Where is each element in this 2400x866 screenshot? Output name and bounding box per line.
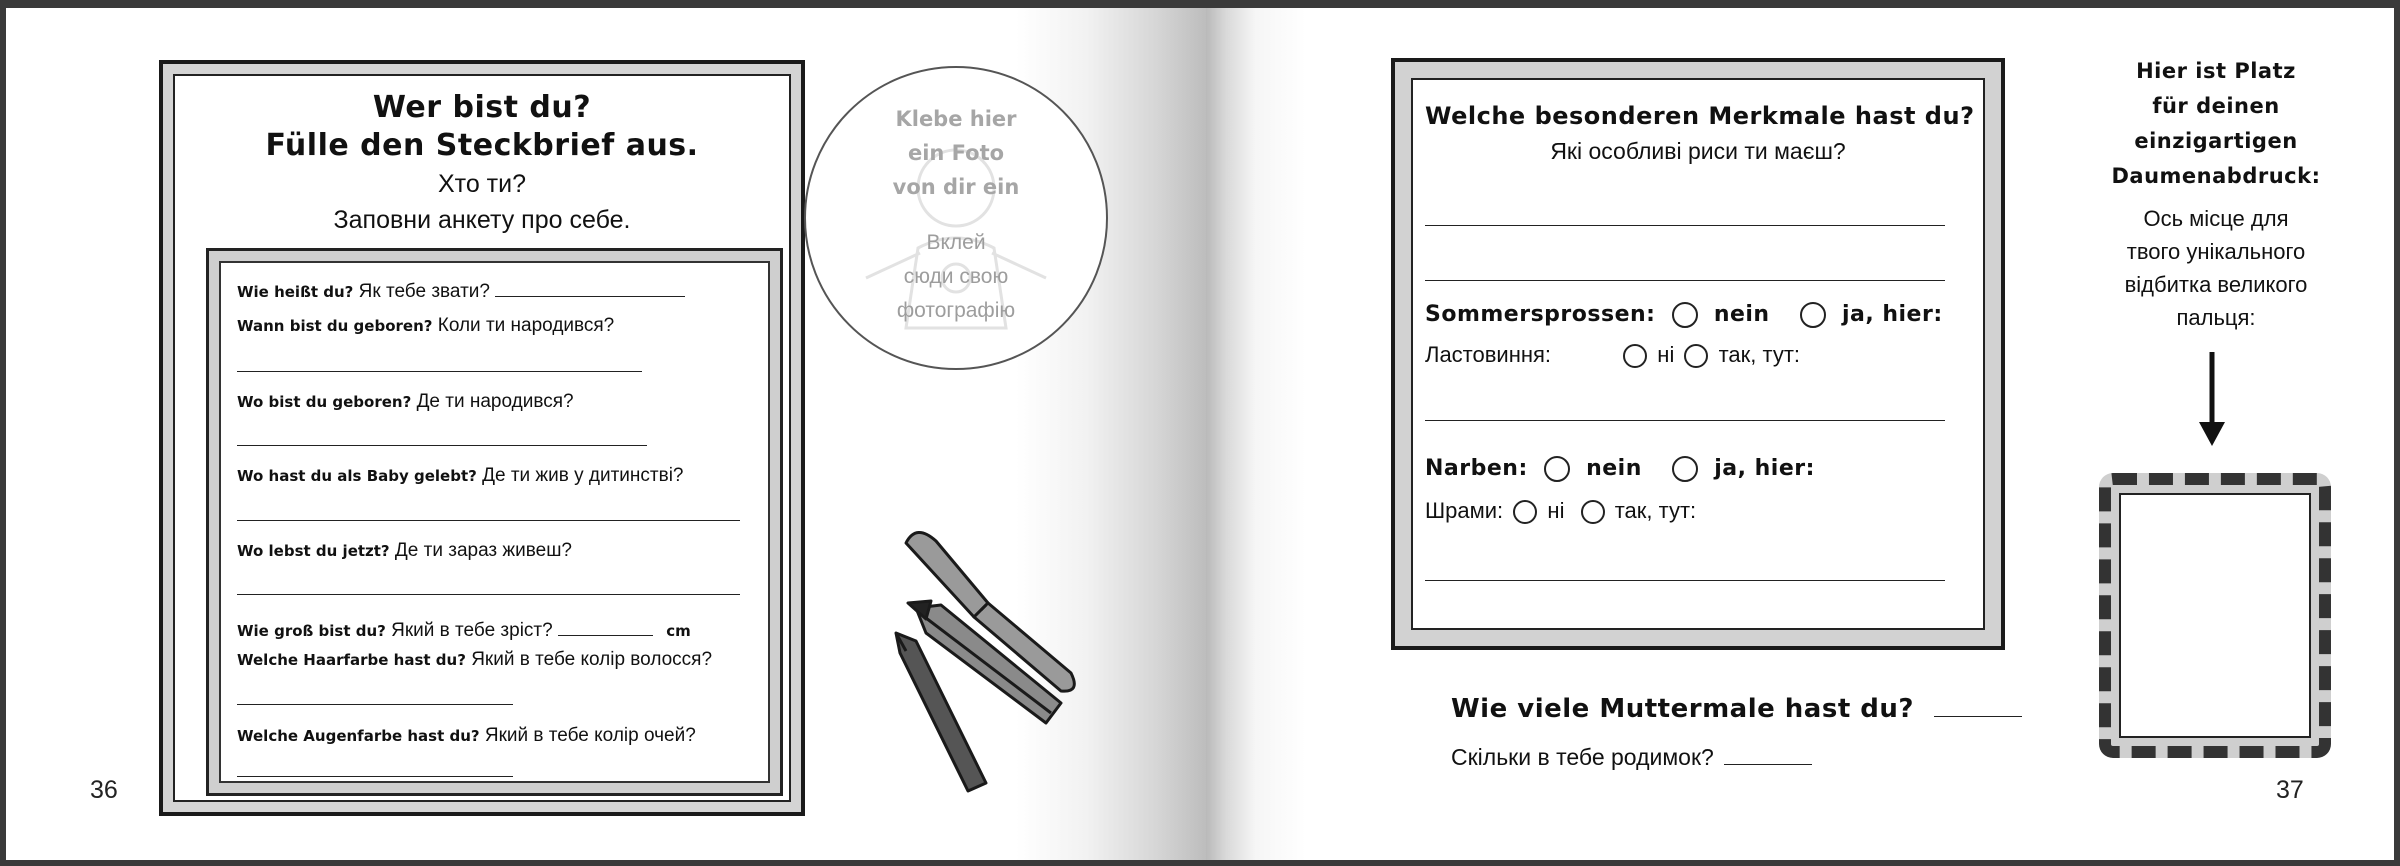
scars-yes-label-de: ja, hier: [1714, 456, 1815, 481]
pencils-icon [886, 523, 1106, 803]
scars-row-de [1425, 456, 1815, 482]
thumb-text-de-2: für deinen [2152, 94, 2280, 118]
question-baby [237, 465, 684, 487]
question-now-uk: Де ти зараз живеш? [394, 540, 572, 561]
page-number-left: 36 [90, 776, 118, 804]
features-card-inner [1411, 78, 1985, 630]
scars-no-label-uk: ні [1547, 498, 1565, 523]
question-height [237, 618, 691, 642]
photo-text-de-2: ein Foto [907, 141, 1005, 165]
scars-no-radio-de[interactable] [1544, 456, 1570, 482]
answer-place-field[interactable] [237, 445, 647, 446]
thumb-text-de-4: Daumenabdruck: [2111, 164, 2321, 188]
question-now-de: Wo lebst du jetzt? [237, 542, 390, 560]
photo-text-de-1: Klebe hier [895, 107, 1017, 131]
question-eye-uk: Який в тебе колір очей? [484, 725, 696, 746]
question-height-uk: Який в тебе зріст? [391, 620, 553, 641]
moles-question-uk: Скільки в тебе родимок? [1451, 744, 1714, 770]
question-place-de: Wo bist du geboren? [237, 393, 412, 411]
answer-height-field[interactable] [558, 618, 653, 636]
features-answer-line-2[interactable] [1425, 280, 1945, 281]
question-eye-de: Welche Augenfarbe hast du? [237, 727, 480, 745]
moles-answer-de-field[interactable] [1934, 699, 2022, 717]
photo-text [806, 68, 1106, 328]
moles-question-de-row [1451, 694, 2022, 724]
freckles-answer-line[interactable] [1425, 420, 1945, 421]
features-question-uk: Які особливі риси ти маєш? [1550, 138, 1846, 164]
profile-card-inner [173, 74, 791, 802]
title-uk-line1: Хто ти? [437, 170, 526, 198]
freckles-yes-label-uk: так, тут: [1718, 342, 1801, 367]
photo-text-uk-1: Вклей [926, 231, 986, 254]
arrow-down-icon [2195, 350, 2229, 450]
title-de-line2: Fülle den Steckbrief aus. [265, 128, 699, 163]
scars-yes-radio-de[interactable] [1672, 456, 1698, 482]
thumb-text-uk-1: Ось місце для [2143, 206, 2289, 231]
freckles-no-radio-uk[interactable] [1623, 344, 1647, 368]
moles-answer-uk-field[interactable] [1724, 747, 1812, 765]
freckles-no-label-uk: ні [1657, 342, 1675, 367]
question-now [237, 540, 572, 562]
question-name-de: Wie heißt du? [237, 283, 354, 301]
answer-now-field[interactable] [237, 594, 740, 595]
scars-row-uk [1425, 498, 1696, 524]
thumbprint-instructions [2066, 54, 2366, 334]
photo-placeholder[interactable] [804, 66, 1108, 370]
freckles-yes-radio-uk[interactable] [1684, 344, 1708, 368]
question-birth-uk: Коли ти народився? [437, 315, 615, 336]
features-card [1391, 58, 2005, 650]
question-name-uk: Як тебе звати? [358, 281, 490, 302]
thumb-text-de-3: einzigartigen [2134, 129, 2298, 153]
features-question-de: Welche besonderen Merkmale hast du? [1425, 102, 1975, 130]
freckles-yes-radio-de[interactable] [1800, 302, 1826, 328]
freckles-label-uk: Ластовиння: [1425, 342, 1552, 367]
question-baby-uk: Де ти жив у дитинстві? [482, 465, 684, 486]
moles-question-de: Wie viele Muttermale hast du? [1451, 694, 1915, 724]
photo-text-uk-3: фотографію [896, 299, 1016, 322]
freckles-row-de [1425, 302, 1943, 328]
question-eye [237, 725, 696, 747]
scars-no-radio-uk[interactable] [1513, 500, 1537, 524]
thumb-text-uk-3: відбитка великого [2124, 272, 2308, 297]
answer-name-field[interactable] [495, 279, 685, 297]
thumb-text-de-1: Hier ist Platz [2136, 59, 2296, 83]
question-name [237, 279, 685, 303]
height-unit: cm [666, 622, 691, 640]
question-hair [237, 649, 712, 671]
form-box [206, 248, 783, 796]
answer-baby-field[interactable] [237, 520, 740, 521]
answer-birth-field[interactable] [237, 371, 642, 372]
answer-hair-field[interactable] [237, 704, 513, 705]
page-number-right: 37 [2276, 776, 2304, 804]
features-answer-line-1[interactable] [1425, 225, 1945, 226]
freckles-no-radio-de[interactable] [1672, 302, 1698, 328]
freckles-no-label-de: nein [1713, 302, 1770, 327]
scars-yes-label-uk: так, тут: [1614, 498, 1697, 523]
right-page [1206, 8, 2394, 860]
form-box-inner [219, 261, 770, 783]
thumb-text-uk-4: пальця: [2176, 305, 2256, 330]
question-place-uk: Де ти народився? [416, 391, 574, 412]
question-birth-de: Wann bist du geboren? [237, 317, 433, 335]
question-baby-de: Wo hast du als Baby gelebt? [237, 467, 477, 485]
scars-label-de: Narben: [1425, 456, 1528, 481]
scars-label-uk: Шрами: [1425, 498, 1504, 523]
question-height-de: Wie groß bist du? [237, 622, 386, 640]
scars-answer-line[interactable] [1425, 580, 1945, 581]
question-hair-uk: Який в тебе колір волосся? [471, 649, 713, 670]
question-hair-de: Welche Haarfarbe hast du? [237, 651, 466, 669]
profile-card [159, 60, 805, 816]
question-place [237, 391, 574, 413]
photo-text-uk-2: сюди свою [903, 265, 1009, 288]
freckles-label-de: Sommersprossen: [1425, 302, 1656, 327]
answer-eye-field[interactable] [237, 776, 513, 777]
thumbprint-box[interactable] [2099, 473, 2331, 758]
photo-text-de-3: von dir ein [892, 175, 1020, 199]
question-birth [237, 315, 614, 337]
title-uk-line2: Заповни анкету про себе. [333, 206, 631, 234]
scars-no-label-de: nein [1586, 456, 1642, 481]
freckles-row-uk [1425, 342, 1800, 368]
scars-yes-radio-uk[interactable] [1581, 500, 1605, 524]
title-de-line1: Wer bist du? [372, 90, 592, 125]
freckles-yes-label-de: ja, hier: [1841, 302, 1943, 327]
thumb-text-uk-2: твого унікального [2126, 239, 2306, 264]
left-page [6, 8, 1206, 860]
thumbprint-box-inner [2119, 493, 2311, 738]
moles-question-uk-row [1451, 744, 1812, 771]
